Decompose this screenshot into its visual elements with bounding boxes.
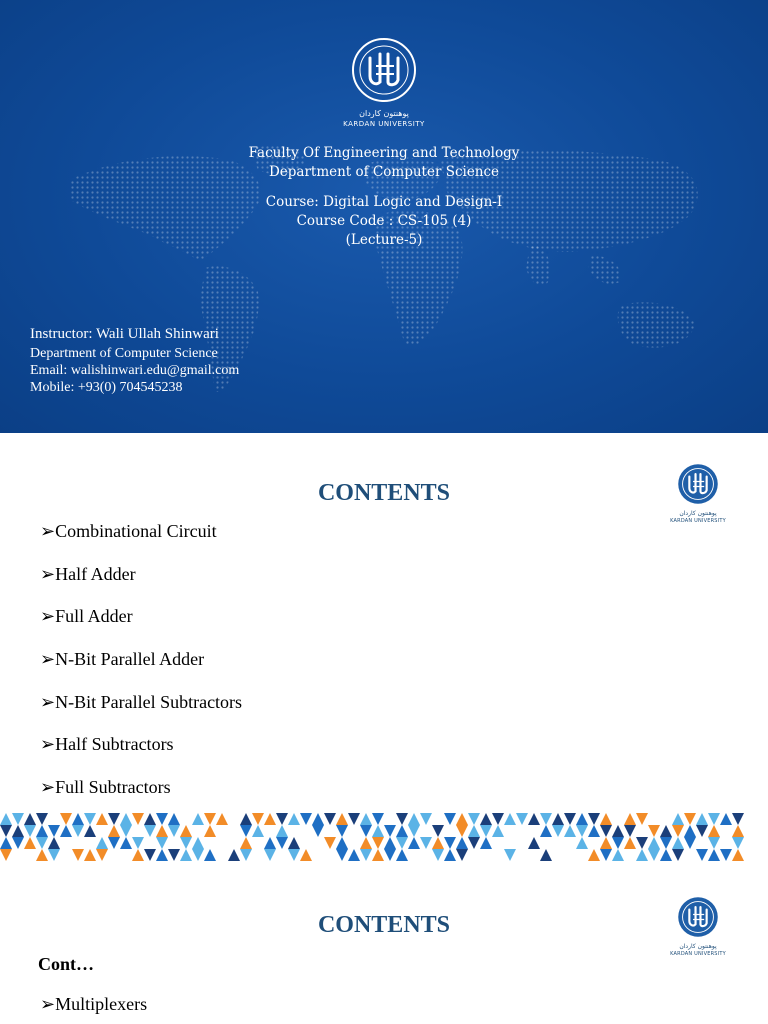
arrow-bullet-icon: ➢: [40, 994, 56, 1014]
banner-triangle: [336, 825, 348, 837]
banner-triangle: [0, 813, 12, 825]
banner-triangle: [168, 825, 180, 837]
banner-triangle: [252, 825, 264, 837]
banner-triangle: [720, 849, 732, 861]
banner-triangle: [0, 837, 12, 849]
kardan-university-logo-icon: [677, 463, 719, 505]
contents-item: [40, 692, 242, 735]
banner-triangle: [36, 837, 48, 849]
contents-item: [40, 649, 242, 692]
banner-triangle: [396, 837, 408, 849]
banner-triangle: [180, 849, 192, 861]
banner-triangle: [732, 837, 744, 849]
university-name-fa: پوهنتون کاردان: [359, 109, 409, 118]
banner-triangle: [468, 825, 480, 837]
course-text: Course: Digital Logic and Design-I: [265, 194, 503, 210]
banner-triangle: [264, 813, 276, 825]
banner-triangle: [444, 837, 456, 849]
banner-triangle: [552, 825, 564, 837]
contents-item-label: Half Adder: [55, 563, 136, 584]
banner-triangle: [96, 849, 108, 861]
banner-triangle: [96, 813, 108, 825]
banner-triangle: [24, 813, 36, 825]
banner-triangle: [144, 825, 156, 837]
banner-triangle: [120, 837, 132, 849]
banner-triangle: [528, 837, 540, 849]
banner-triangle: [240, 825, 252, 837]
banner-triangle: [588, 813, 600, 825]
arrow-bullet-icon: ➢: [40, 777, 56, 798]
banner-triangle: [408, 825, 420, 837]
banner-triangle: [612, 849, 624, 861]
decorative-triangle-banner: [0, 813, 768, 863]
banner-triangle: [636, 837, 648, 849]
banner-triangle: [144, 849, 156, 861]
contents-item-label: N-Bit Parallel Subtractors: [55, 691, 243, 712]
university-logo-block: [322, 36, 446, 128]
banner-triangle: [324, 813, 336, 825]
banner-triangle: [540, 813, 552, 825]
banner-triangle: [480, 813, 492, 825]
banner-triangle: [108, 837, 120, 849]
banner-triangle: [528, 813, 540, 825]
banner-triangle: [48, 837, 60, 849]
banner-triangle: [372, 849, 384, 861]
banner-triangle: [204, 825, 216, 837]
university-logo-small: [666, 896, 730, 957]
lecture-text: (Lecture-5): [345, 232, 423, 248]
contents-item: [40, 564, 242, 607]
banner-triangle: [396, 825, 408, 837]
contents-item-label: Half Subtractors: [55, 734, 174, 755]
banner-triangle: [192, 837, 204, 849]
banner-triangle: [132, 813, 144, 825]
banner-triangle: [156, 813, 168, 825]
banner-triangle: [360, 825, 372, 837]
banner-triangle: [132, 837, 144, 849]
banner-triangle: [180, 837, 192, 849]
banner-triangle: [36, 825, 48, 837]
banner-triangle: [360, 849, 372, 861]
banner-triangle: [408, 813, 420, 825]
banner-triangle: [444, 813, 456, 825]
banner-triangle: [372, 837, 384, 849]
banner-triangle: [336, 813, 348, 825]
banner-triangle: [84, 825, 96, 837]
banner-triangle: [84, 849, 96, 861]
banner-triangle: [312, 825, 324, 837]
university-name-fa: پوهنتون کاردان: [679, 943, 717, 950]
university-name-fa: پوهنتون کاردان: [679, 510, 717, 517]
banner-triangle: [696, 849, 708, 861]
contents-list-continued: [40, 994, 147, 1024]
contents-slide-continued: [0, 866, 768, 1024]
banner-triangle: [288, 849, 300, 861]
banner-triangle: [588, 849, 600, 861]
banner-triangle: [156, 825, 168, 837]
banner-triangle: [240, 813, 252, 825]
banner-triangle: [324, 837, 336, 849]
arrow-bullet-icon: ➢: [40, 649, 56, 670]
banner-triangle: [300, 849, 312, 861]
banner-triangle: [648, 837, 660, 849]
university-name-en: KARDAN UNIVERSITY: [343, 120, 425, 128]
banner-triangle: [624, 825, 636, 837]
banner-triangle: [108, 825, 120, 837]
banner-triangle: [0, 849, 12, 861]
banner-triangle: [72, 813, 84, 825]
contents-list: [40, 521, 242, 820]
arrow-bullet-icon: ➢: [40, 563, 56, 584]
banner-triangle: [348, 813, 360, 825]
banner-triangle: [468, 813, 480, 825]
banner-triangle: [120, 813, 132, 825]
banner-triangle: [48, 849, 60, 861]
banner-triangle: [156, 837, 168, 849]
banner-triangle: [504, 813, 516, 825]
banner-triangle: [624, 813, 636, 825]
banner-triangle: [672, 813, 684, 825]
contents-title: CONTENTS: [317, 480, 451, 506]
banner-triangle: [204, 813, 216, 825]
banner-triangle: [552, 813, 564, 825]
banner-triangle: [732, 813, 744, 825]
banner-triangle: [216, 813, 228, 825]
banner-triangle: [672, 825, 684, 837]
banner-triangle: [408, 837, 420, 849]
contents-item-label: Multiplexers: [55, 994, 148, 1014]
banner-triangle: [636, 813, 648, 825]
contents-item-label: N-Bit Parallel Adder: [55, 649, 205, 670]
banner-triangle: [516, 813, 528, 825]
banner-triangle: [420, 813, 432, 825]
banner-triangle: [276, 813, 288, 825]
banner-triangle: [372, 825, 384, 837]
arrow-bullet-icon: ➢: [40, 734, 56, 755]
banner-triangle: [240, 837, 252, 849]
banner-triangle: [396, 849, 408, 861]
university-logo-small: [666, 463, 730, 524]
banner-triangle: [348, 849, 360, 861]
banner-triangle: [192, 813, 204, 825]
arrow-bullet-icon: ➢: [40, 521, 56, 541]
banner-triangle: [432, 825, 444, 837]
banner-triangle: [432, 849, 444, 861]
banner-triangle: [288, 813, 300, 825]
banner-triangle: [684, 813, 696, 825]
instructor-name: Instructor: Wali Ullah Shinwari: [30, 326, 219, 342]
banner-triangle: [132, 849, 144, 861]
banner-triangle: [384, 837, 396, 849]
banner-triangle: [600, 849, 612, 861]
banner-triangle: [108, 813, 120, 825]
banner-triangle: [0, 825, 12, 837]
banner-triangle: [696, 825, 708, 837]
banner-triangle: [60, 813, 72, 825]
banner-triangle: [732, 825, 744, 837]
banner-triangle: [276, 837, 288, 849]
banner-triangle: [156, 849, 168, 861]
banner-triangle: [540, 849, 552, 861]
banner-triangle: [300, 813, 312, 825]
contents-item-label: Full Adder: [55, 606, 133, 627]
arrow-bullet-icon: ➢: [40, 606, 56, 627]
banner-triangle: [732, 849, 744, 861]
banner-triangle: [468, 837, 480, 849]
contents-slide: [0, 433, 768, 866]
banner-triangle: [636, 849, 648, 861]
banner-triangle: [708, 813, 720, 825]
banner-triangle: [444, 849, 456, 861]
banner-triangle: [672, 849, 684, 861]
banner-triangle: [576, 813, 588, 825]
contents-item: [40, 994, 147, 1024]
banner-triangle: [708, 849, 720, 861]
banner-triangle: [600, 837, 612, 849]
contents-item: [40, 734, 242, 777]
banner-triangle: [492, 813, 504, 825]
university-name-en: KARDAN UNIVERSITY: [670, 951, 726, 957]
banner-triangle: [120, 825, 132, 837]
banner-triangle: [312, 813, 324, 825]
banner-triangle: [72, 849, 84, 861]
banner-triangle: [576, 825, 588, 837]
banner-triangle: [144, 813, 156, 825]
instructor-department: Department of Computer Science: [30, 346, 218, 361]
banner-triangle: [12, 825, 24, 837]
kardan-university-logo-icon: [350, 36, 418, 104]
title-slide: [0, 0, 768, 433]
banner-triangle: [564, 813, 576, 825]
banner-triangle: [564, 825, 576, 837]
banner-triangle: [384, 849, 396, 861]
banner-triangle: [372, 813, 384, 825]
banner-triangle: [276, 825, 288, 837]
contents-item-label: Combinational Circuit: [55, 521, 217, 541]
banner-triangle: [480, 825, 492, 837]
banner-triangle: [336, 837, 348, 849]
banner-triangle: [84, 813, 96, 825]
banner-triangle: [96, 837, 108, 849]
contents-item: [40, 606, 242, 649]
banner-triangle: [240, 849, 252, 861]
banner-triangle: [540, 825, 552, 837]
banner-triangle: [432, 837, 444, 849]
banner-triangle: [492, 825, 504, 837]
banner-triangle: [648, 825, 660, 837]
contents-item: [40, 521, 242, 564]
banner-triangle: [456, 825, 468, 837]
banner-triangle: [288, 837, 300, 849]
banner-triangle: [12, 837, 24, 849]
banner-triangle: [612, 825, 624, 837]
banner-triangle: [168, 849, 180, 861]
arrow-bullet-icon: ➢: [40, 691, 56, 712]
banner-triangle: [600, 813, 612, 825]
banner-triangle: [12, 813, 24, 825]
banner-triangle: [624, 837, 636, 849]
faculty-text: Faculty Of Engineering and Technology: [248, 145, 520, 161]
banner-triangle: [720, 813, 732, 825]
banner-triangle: [396, 813, 408, 825]
banner-triangle: [708, 825, 720, 837]
contents-item-label: Full Subtractors: [55, 777, 171, 798]
banner-triangle: [576, 837, 588, 849]
banner-triangle: [168, 813, 180, 825]
banner-triangle: [264, 849, 276, 861]
banner-triangle: [264, 837, 276, 849]
banner-triangle: [192, 849, 204, 861]
banner-triangle: [60, 825, 72, 837]
banner-triangle: [684, 837, 696, 849]
department-text: Department of Computer Science: [268, 164, 500, 180]
banner-triangle: [456, 813, 468, 825]
banner-triangle: [684, 825, 696, 837]
university-name-en: KARDAN UNIVERSITY: [670, 518, 726, 524]
banner-triangle: [660, 849, 672, 861]
instructor-email: Email: walishinwari.edu@gmail.com: [30, 363, 240, 378]
banner-triangle: [708, 837, 720, 849]
banner-triangle: [480, 837, 492, 849]
banner-triangle: [696, 813, 708, 825]
banner-triangle: [24, 837, 36, 849]
contents-title: CONTENTS: [317, 912, 451, 938]
banner-triangle: [48, 825, 60, 837]
banner-triangle: [660, 825, 672, 837]
banner-triangle: [456, 837, 468, 849]
banner-triangle: [204, 849, 216, 861]
instructor-mobile: Mobile: +93(0) 704545238: [30, 380, 183, 395]
course-code-text: Course Code : CS-105 (4): [296, 213, 472, 229]
banner-triangle: [360, 837, 372, 849]
banner-triangle: [36, 849, 48, 861]
banner-triangle: [612, 837, 624, 849]
banner-triangle: [648, 849, 660, 861]
banner-triangle: [24, 825, 36, 837]
banner-triangle: [252, 813, 264, 825]
banner-triangle: [420, 837, 432, 849]
banner-triangle: [600, 825, 612, 837]
banner-triangle: [672, 837, 684, 849]
banner-triangle: [456, 849, 468, 861]
banner-triangle: [504, 849, 516, 861]
banner-triangle: [660, 837, 672, 849]
banner-triangle: [588, 825, 600, 837]
banner-triangle: [384, 825, 396, 837]
contents-continued-label: Cont…: [38, 954, 95, 974]
banner-triangle: [336, 849, 348, 861]
banner-triangle: [72, 825, 84, 837]
banner-triangle: [228, 849, 240, 861]
banner-triangle: [180, 825, 192, 837]
kardan-university-logo-icon: [677, 896, 719, 938]
banner-triangle: [36, 813, 48, 825]
banner-triangle: [360, 813, 372, 825]
